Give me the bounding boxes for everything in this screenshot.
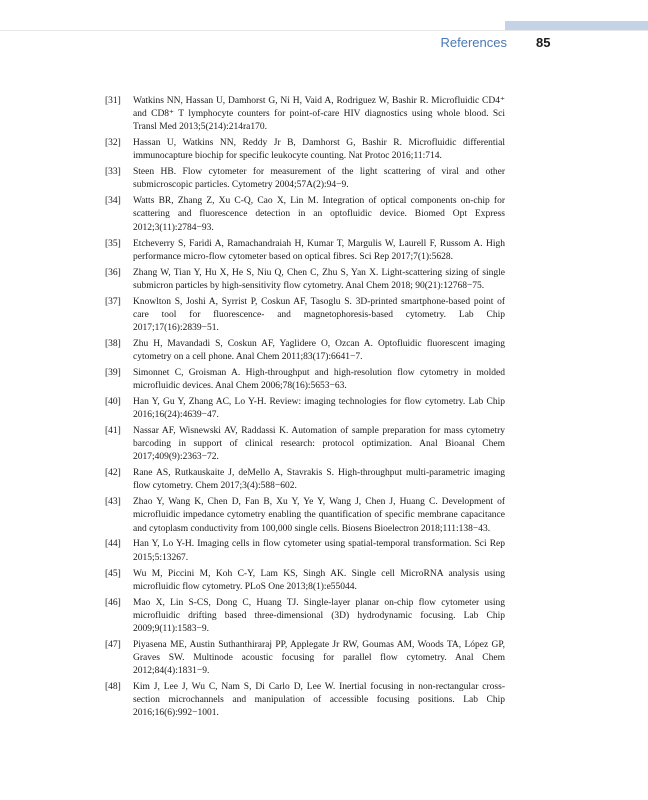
reference-number: [48] xyxy=(105,681,121,692)
reference-text: Rane AS, Rutkauskaite J, deMello A, Stavrakis S. High-throughput multi-parametric imaging flow cytometry. Chem 2017;3(4):588−602. xyxy=(133,468,505,492)
reference-text: Steen HB. Flow cytometer for measurement of the light scattering of viral and other submicroscopic particles. Cytometry 2004;57A(2):94−9. xyxy=(133,167,505,191)
reference-text: Watts BR, Zhang Z, Xu C-Q, Cao X, Lin M. Integration of optical components on-chip for scattering and fluorescence detection in an optofluidic device. Biomed Opt Express 2012;3(11):2784−93. xyxy=(133,196,505,233)
reference-number: [38] xyxy=(105,338,121,349)
reference-number: [31] xyxy=(105,96,121,106)
reference-entry xyxy=(105,597,505,636)
reference-number: [41] xyxy=(105,426,121,437)
reference-text: Piyasena ME, Austin Suthanthiraraj PP, Applegate Jr RW, Goumas AM, Woods TA, López GP, Graves SW. Multinode acoustic focusing for parallel flow cytometry. Anal Chem 2012;84(4):1831−9. xyxy=(133,639,505,676)
reference-text: Kim J, Lee J, Wu C, Nam S, Di Carlo D, Lee W. Inertial focusing in non-rectangular cross-section microchannels and manipulation of accessible focusing positions. Lab Chip 2016;16(6):992−1001. xyxy=(133,681,505,719)
reference-text: Zhang W, Tian Y, Hu X, He S, Niu Q, Chen C, Zhu S, Yan X. Light-scattering sizing of single submicron particles by high-sensitivity flow cytometry. Anal Chem 2018; 90(21):12768−75. xyxy=(133,267,505,291)
reference-number: [36] xyxy=(105,267,121,278)
reference-text: Nassar AF, Wisnewski AV, Raddassi K. Automation of sample preparation for mass cytometry barcoding in support of clinical research: protocol optimization. Anal Bioanal Chem 2017;409(9):2363−72. xyxy=(133,426,505,463)
reference-text: Zhao Y, Wang K, Chen D, Fan B, Xu Y, Ye Y, Wang J, Chen J, Huang C. Development of microfluidic impedance cytometry enabling the quantification of specific membrane capacitance and cytoplasm conductivity from 100,000 single cells. Biosens Bioelectron 2018;111:138−43. xyxy=(133,497,505,534)
reference-number: [39] xyxy=(105,367,121,378)
reference-text: Han Y, Gu Y, Zhang AC, Lo Y-H. Review: imaging technologies for flow cytometry. Lab Chip 2016;16(24):4639−47. xyxy=(133,396,505,421)
reference-number: [35] xyxy=(105,238,121,249)
reference-text: Wu M, Piccini M, Koh C-Y, Lam KS, Singh AK. Single cell MicroRNA analysis using microfluidic flow cytometry. PLoS One 2013;8(1):e55044. xyxy=(133,568,505,592)
reference-entry xyxy=(105,95,505,134)
reference-entry xyxy=(105,195,505,234)
reference-entry xyxy=(105,496,505,535)
reference-entry xyxy=(105,467,505,493)
header-accent-bar xyxy=(505,21,648,30)
reference-text: Watkins NN, Hassan U, Damhorst G, Ni H, Vaid A, Rodriguez W, Bashir R. Microfluidic CD4⁺ and CD8⁺ T lymphocyte counters for point-of-care HIV diagnostics using whole blood. Sci Transl Med 2013;5(214):214ra170. xyxy=(133,96,505,133)
reference-number: [43] xyxy=(105,497,121,508)
reference-text: Knowlton S, Joshi A, Syrrist P, Coskun AF, Tasoglu S. 3D-printed smartphone-based point of care tool for fluorescence- and magnetophoresis-based cytometry. Lab Chip 2017;17(16):2839−51. xyxy=(133,296,505,333)
reference-text: Han Y, Lo Y-H. Imaging cells in flow cytometer using spatial-temporal transformation. Sci Rep 2015;5:13267. xyxy=(133,539,505,563)
reference-number: [37] xyxy=(105,296,121,307)
reference-number: [47] xyxy=(105,639,121,650)
reference-entry xyxy=(105,396,505,422)
reference-entry xyxy=(105,338,505,364)
header-divider xyxy=(0,30,648,31)
reference-entry xyxy=(105,267,505,293)
reference-number: [34] xyxy=(105,196,121,207)
reference-entry xyxy=(105,425,505,464)
reference-entry xyxy=(105,639,505,678)
reference-entry xyxy=(105,568,505,594)
reference-number: [46] xyxy=(105,597,121,608)
reference-text: Etcheverry S, Faridi A, Ramachandraiah H, Kumar T, Margulis W, Laurell F, Russom A. High performance micro-flow cytometer based on optical fibres. Sci Rep 2017;7(1):5628. xyxy=(133,238,505,262)
reference-entry xyxy=(105,137,505,163)
reference-text: Simonnet C, Groisman A. High-throughput and high-resolution flow cytometry in molded microfluidic devices. Anal Chem 2006;78(16):5653−63. xyxy=(133,367,505,391)
reference-number: [44] xyxy=(105,539,121,550)
reference-number: [32] xyxy=(105,138,121,149)
reference-entry xyxy=(105,296,505,335)
reference-number: [45] xyxy=(105,568,121,579)
reference-number: [40] xyxy=(105,396,121,407)
reference-entry xyxy=(105,367,505,393)
reference-list xyxy=(105,95,505,723)
reference-entry xyxy=(105,166,505,192)
page-number: 85 xyxy=(536,35,551,50)
reference-entry xyxy=(105,681,505,720)
reference-entry xyxy=(105,238,505,264)
reference-entry xyxy=(105,538,505,564)
reference-text: Mao X, Lin S-CS, Dong C, Huang TJ. Single-layer planar on-chip flow cytometer using microfluidic drifting based three-dimensional (3D) hydrodynamic focusing. Lab Chip 2009;9(11):1583−9. xyxy=(133,597,505,634)
running-header-title: References xyxy=(440,35,507,50)
reference-text: Zhu H, Mavandadi S, Coskun AF, Yaglidere O, Ozcan A. Optofluidic fluorescent imaging cytometry on a cell phone. Anal Chem 2011;83(17):6641−7. xyxy=(133,338,505,362)
reference-number: [33] xyxy=(105,167,121,178)
reference-number: [42] xyxy=(105,468,121,479)
reference-text: Hassan U, Watkins NN, Reddy Jr B, Damhorst G, Bashir R. Microfluidic differential immunocapture biochip for specific leukocyte counting. Nat Protoc 2016;11:714. xyxy=(133,138,505,162)
